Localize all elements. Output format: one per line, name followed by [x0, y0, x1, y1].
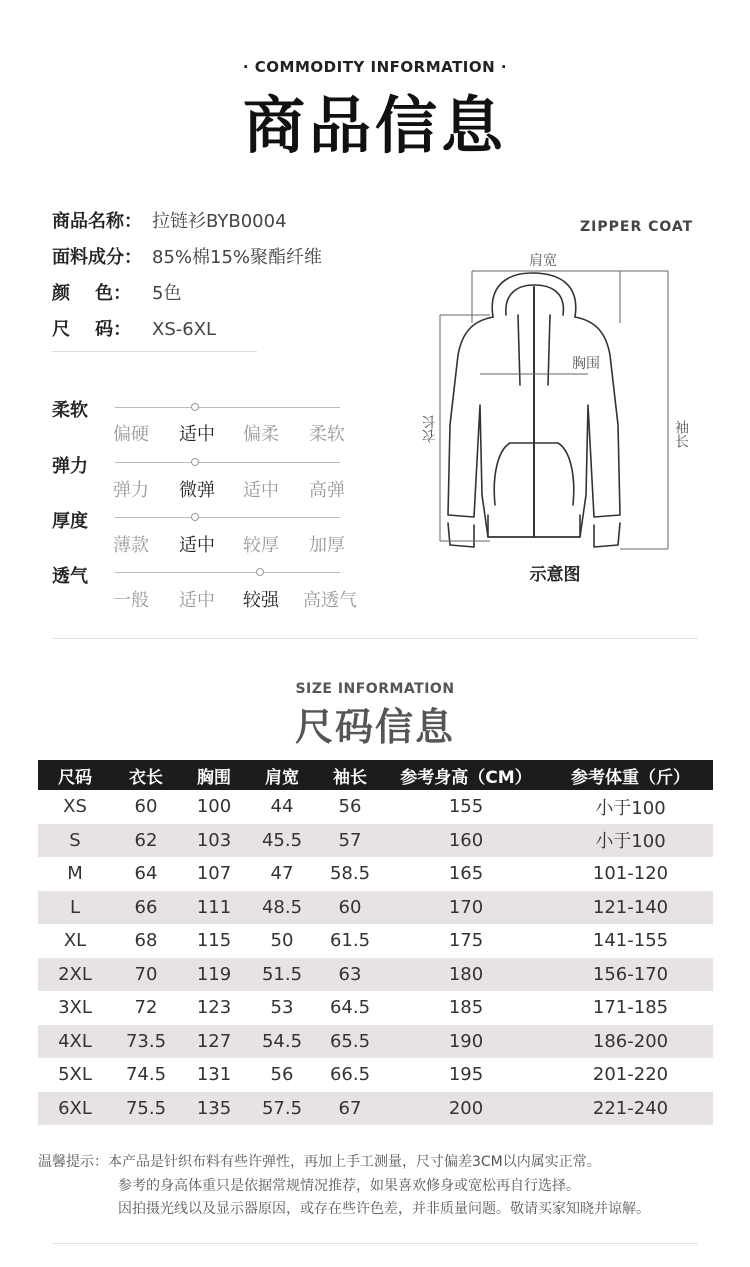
table-cell: S: [38, 824, 112, 858]
table-cell: 57: [316, 824, 384, 858]
column-header: 胸围: [180, 760, 248, 790]
table-row: [38, 891, 713, 925]
table-cell: 195: [448, 1064, 484, 1086]
diagram-caption: 示意图: [529, 565, 581, 585]
table-cell: 175: [448, 930, 484, 952]
table-cell: 2XL: [38, 958, 112, 992]
table-cell: 131: [196, 1064, 232, 1086]
size-table-header: [38, 760, 713, 790]
table-cell: 101-120: [592, 863, 669, 885]
column-header: 参考身高（CM）: [384, 760, 548, 790]
column-header: 衣长: [112, 760, 180, 790]
table-cell: 47: [270, 863, 294, 885]
table-cell: 68: [134, 930, 158, 952]
scale-option-selected: 适中: [179, 424, 215, 445]
table-cell: 50: [270, 930, 294, 952]
sleeve-label: 袖长: [673, 420, 689, 448]
info-value: 85%棉15%聚酯纤维: [152, 247, 323, 268]
table-cell: 66.5: [329, 1064, 371, 1086]
table-row: [38, 1092, 713, 1126]
bottom-divider: [52, 1243, 698, 1244]
table-row: [38, 824, 713, 858]
table-row: [38, 991, 713, 1025]
scale-option: 柔软: [309, 424, 345, 445]
scale-option: 适中: [243, 480, 279, 501]
column-header: 袖长: [316, 760, 384, 790]
size-information-title: 尺码信息: [294, 705, 455, 749]
table-cell: 62: [112, 824, 180, 858]
table-cell: 190: [384, 1025, 548, 1059]
section-divider: [52, 638, 698, 639]
column-header: 参考体重（斤）: [548, 760, 713, 790]
table-row: [38, 857, 713, 891]
table-cell: 221-240: [548, 1092, 713, 1126]
table-cell: 48.5: [248, 891, 316, 925]
table-cell: 64.5: [329, 997, 371, 1019]
table-row: [38, 958, 713, 992]
table-cell: 5XL: [58, 1064, 92, 1086]
scale-marker: [191, 458, 199, 466]
table-cell: 45.5: [248, 824, 316, 858]
table-cell: 186-200: [548, 1025, 713, 1059]
table-cell: 65.5: [316, 1025, 384, 1059]
table-row: [38, 790, 713, 824]
table-cell: 185: [448, 997, 484, 1019]
length-label: 衣长: [422, 415, 438, 443]
note-line: 参考的身高体重只是依据常规情况推荐，如果喜欢修身或宽松再自行选择。: [118, 1177, 580, 1194]
info-row-color: [52, 280, 412, 316]
table-cell: 73.5: [112, 1025, 180, 1059]
scale-option: 偏柔: [243, 424, 279, 445]
scale-option: 较厚: [243, 535, 279, 556]
scale-option: 薄款: [113, 535, 149, 556]
scale-option: 适中: [179, 590, 215, 611]
table-cell: 6XL: [38, 1092, 112, 1126]
size-information-subtitle: SIZE INFORMATION: [295, 681, 455, 697]
table-cell: 44: [270, 796, 294, 818]
table-cell: 107: [196, 863, 232, 885]
left-cuff: [448, 523, 474, 547]
table-cell: 3XL: [58, 997, 92, 1019]
table-cell: 170: [384, 891, 548, 925]
table-cell: 103: [180, 824, 248, 858]
table-cell: 64: [134, 863, 158, 885]
table-cell: 61.5: [329, 930, 371, 952]
page-title: [243, 90, 507, 162]
scale-option: 偏硬: [113, 424, 149, 445]
chest-label: 胸围: [572, 356, 600, 372]
table-cell: 121-140: [548, 891, 713, 925]
right-cuff: [594, 523, 620, 547]
table-cell: 74.5: [125, 1064, 167, 1086]
shoulder-label: 肩宽: [529, 253, 557, 269]
table-cell: 180: [384, 958, 548, 992]
table-cell: 51.5: [248, 958, 316, 992]
info-row-size: [52, 316, 412, 352]
table-cell: 75.5: [112, 1092, 180, 1126]
scale-label: 厚度: [52, 511, 88, 532]
table-cell: XS: [63, 796, 87, 818]
info-row-name: [52, 208, 412, 244]
table-row: [38, 1058, 713, 1092]
table-row: [38, 1025, 713, 1059]
product-info: [52, 208, 412, 352]
zipper-coat-label: ZIPPER COAT: [580, 219, 694, 235]
table-cell: 201-220: [592, 1064, 669, 1086]
note-line: 因拍摄光线以及显示器原因，或存在些许色差，并非质量问题。敬请买家知晓并谅解。: [118, 1201, 650, 1217]
table-row: [38, 924, 713, 958]
info-key: 面料成分：: [52, 247, 142, 268]
divider: [52, 351, 257, 352]
scale-marker: [191, 513, 199, 521]
info-key: 颜 色：: [52, 283, 132, 304]
scale-label: 弹力: [52, 456, 88, 477]
scale-line: [115, 462, 340, 463]
table-cell: 70: [112, 958, 180, 992]
table-cell: 127: [180, 1025, 248, 1059]
scale-label: 透气: [52, 566, 88, 587]
info-value: 拉链衫BYB0004: [152, 211, 287, 232]
scale-line: [115, 407, 340, 408]
scale-option: 高弹: [309, 480, 345, 501]
table-cell: 56: [270, 1064, 294, 1086]
info-key: 尺 码：: [52, 319, 132, 340]
scale-option: 高透气: [303, 590, 357, 611]
table-cell: 66: [112, 891, 180, 925]
column-header: 肩宽: [248, 760, 316, 790]
table-cell: 60: [316, 891, 384, 925]
table-cell: 156-170: [548, 958, 713, 992]
table-cell: 58.5: [329, 863, 371, 885]
table-cell: 72: [134, 997, 158, 1019]
table-cell: 60: [134, 796, 158, 818]
table-cell: 200: [384, 1092, 548, 1126]
scale-line: [115, 572, 340, 573]
scale-option: 加厚: [309, 535, 345, 556]
table-cell: 54.5: [248, 1025, 316, 1059]
table-cell: 155: [448, 796, 484, 818]
table-cell: 165: [448, 863, 484, 885]
table-cell: 53: [270, 997, 294, 1019]
table-cell: 141-155: [592, 930, 669, 952]
column-header: 尺码: [38, 760, 112, 790]
table-cell: 115: [196, 930, 232, 952]
table-cell: L: [38, 891, 112, 925]
scale-line: [115, 517, 340, 518]
scale-option-selected: 适中: [179, 535, 215, 556]
commodity-information-subtitle: · COMMODITY INFORMATION ·: [242, 58, 508, 76]
info-value: 5色: [152, 283, 182, 304]
scale-option-selected: 微弹: [179, 480, 215, 501]
table-cell: 67: [316, 1092, 384, 1126]
table-cell: 小于100: [548, 824, 713, 858]
table-cell: 小于100: [595, 797, 666, 819]
table-cell: 100: [196, 796, 232, 818]
title-wrap: [0, 90, 750, 162]
table-cell: M: [67, 863, 83, 885]
table-cell: 63: [316, 958, 384, 992]
scale-option-selected: 较强: [243, 590, 279, 611]
zipper-coat-diagram: [410, 245, 710, 555]
table-cell: 56: [338, 796, 362, 818]
note-line: 温馨提示：本产品是针织布料有些许弹性，再加上手工测量，尺寸偏差3CM以内属实正常。: [38, 1154, 601, 1170]
info-row-fabric: [52, 244, 412, 280]
table-cell: 119: [180, 958, 248, 992]
info-value: XS-6XL: [152, 319, 217, 340]
info-key: 商品名称：: [52, 211, 142, 232]
table-cell: 160: [384, 824, 548, 858]
table-cell: 111: [180, 891, 248, 925]
table-cell: 135: [180, 1092, 248, 1126]
table-cell: 171-185: [592, 997, 669, 1019]
scale-marker: [256, 568, 264, 576]
table-cell: 57.5: [248, 1092, 316, 1126]
scale-option: 一般: [113, 590, 149, 611]
table-cell: XL: [63, 930, 87, 952]
scale-marker: [191, 403, 199, 411]
page-title-text: 商品信息: [242, 89, 507, 162]
scale-label: 柔软: [52, 400, 88, 421]
notes: [38, 1151, 650, 1222]
scale-option: 弹力: [113, 480, 149, 501]
table-cell: 123: [196, 997, 232, 1019]
size-table: [38, 760, 713, 1125]
table-cell: 4XL: [38, 1025, 112, 1059]
